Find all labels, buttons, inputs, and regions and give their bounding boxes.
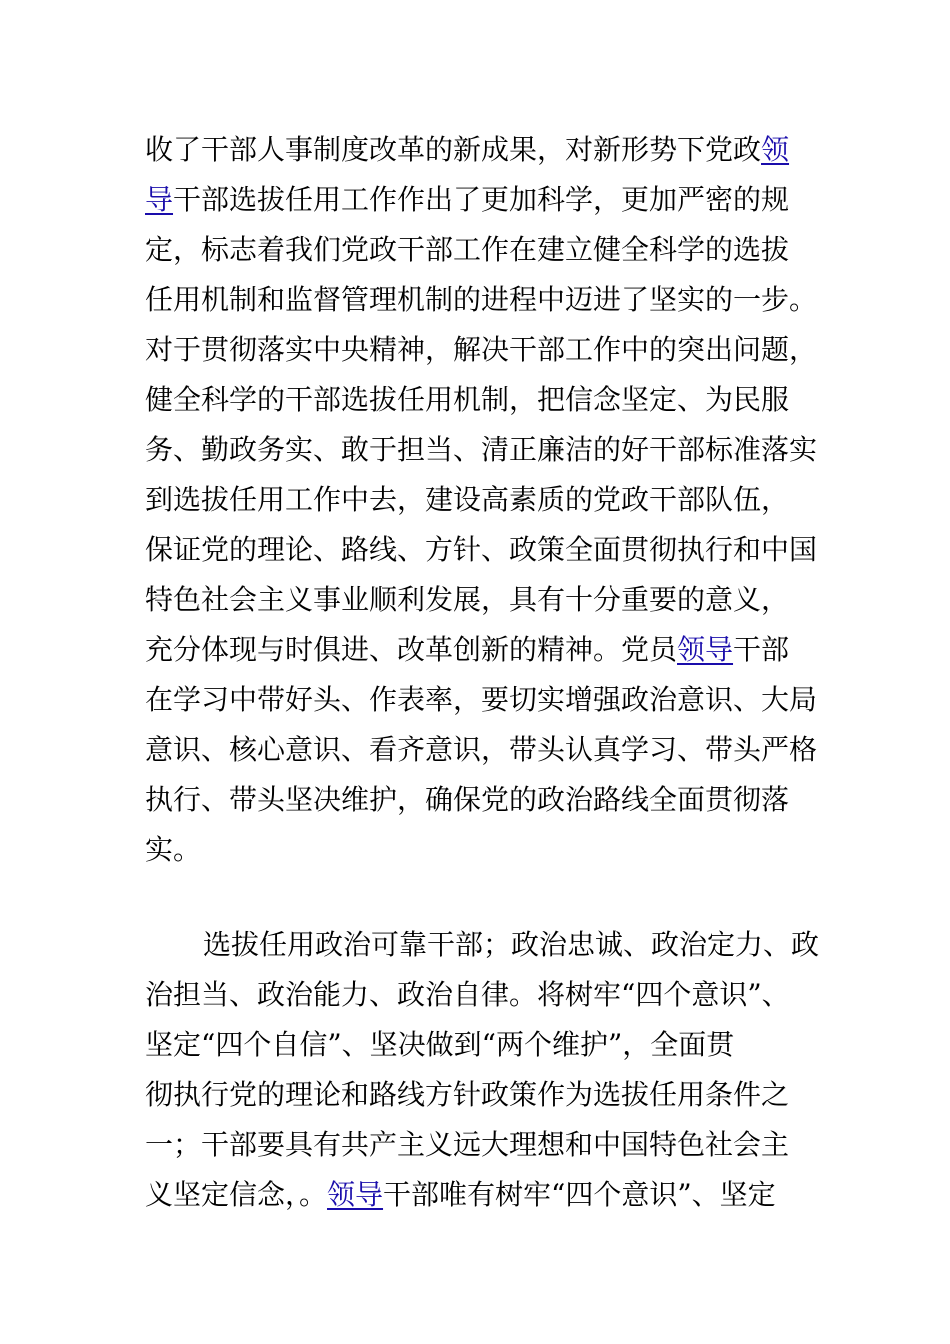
hyperlink[interactable]: 领导 — [327, 1178, 384, 1211]
body-paragraph-1 — [145, 125, 818, 875]
hyperlink[interactable]: 导 — [145, 183, 174, 216]
text-run: 定，标志着我们党政干部工作在建立健全科学的选拔 — [145, 233, 790, 266]
text-line — [145, 1020, 815, 1070]
text-run: 干部 — [733, 633, 790, 666]
text-line — [145, 575, 815, 625]
text-run: 任用机制和监督管理机制的进程中迈进了坚实的一步。 — [145, 283, 818, 316]
text-run: 彻执行党的理论和路线方针政策作为选拔任用条件之 — [145, 1078, 790, 1111]
text-run: 执行、带头坚决维护，确保党的政治路线全面贯彻落 — [145, 783, 790, 816]
text-run: 意识、核心意识、看齐意识，带头认真学习、带头严格 — [145, 733, 818, 766]
hyperlink[interactable]: 领 — [761, 133, 790, 166]
text-line — [145, 775, 815, 825]
text-line — [145, 825, 815, 875]
text-line — [145, 525, 818, 575]
text-line — [145, 475, 815, 525]
text-line — [145, 375, 815, 425]
text-run: 特色社会主义事业顺利发展，具有十分重要的意义， — [145, 583, 790, 616]
text-run: 实。 — [145, 833, 202, 866]
text-run: 坚定“四个自信”、坚决做到“两个维护”，全面贯 — [145, 1028, 735, 1061]
text-line — [145, 125, 815, 175]
text-line — [145, 425, 818, 475]
text-line — [145, 1120, 815, 1170]
text-line — [145, 970, 815, 1020]
text-run: 健全科学的干部选拔任用机制，把信念坚定、为民服 — [145, 383, 790, 416]
text-line — [145, 725, 818, 775]
text-line — [145, 920, 820, 970]
text-line — [145, 625, 815, 675]
text-run: 干部选拔任用工作作出了更加科学，更加严密的规 — [173, 183, 790, 216]
text-line — [145, 1070, 815, 1120]
text-run: 选拔任用政治可靠干部；政治忠诚、政治定力、政 — [203, 928, 820, 961]
text-run: 充分体现与时俱进、改革创新的精神。党员 — [145, 633, 678, 666]
text-run: 务、勤政务实、敢于担当、清正廉洁的好干部标准落实 — [145, 433, 818, 466]
text-line — [145, 275, 818, 325]
text-run: 到选拔任用工作中去，建设高素质的党政干部队伍， — [145, 483, 790, 516]
text-line — [145, 1170, 815, 1220]
text-line — [145, 325, 818, 375]
text-run: 义坚定信念，。 — [145, 1178, 328, 1211]
body-paragraph-2 — [145, 920, 820, 1220]
text-line — [145, 675, 818, 725]
text-run: 干部唯有树牢“四个意识”、坚定 — [383, 1178, 776, 1211]
text-line — [145, 225, 815, 275]
text-run: 一；干部要具有共产主义远大理想和中国特色社会主 — [145, 1128, 790, 1161]
text-run: 对于贯彻落实中央精神，解决干部工作中的突出问题， — [145, 333, 818, 366]
text-run: 收了干部人事制度改革的新成果，对新形势下党政 — [145, 133, 762, 166]
text-line — [145, 175, 815, 225]
text-run: 治担当、政治能力、政治自律。将树牢“四个意识”、 — [145, 978, 790, 1011]
text-run: 在学习中带好头、作表率，要切实增强政治意识、大局 — [145, 683, 818, 716]
text-run: 保证党的理论、路线、方针、政策全面贯彻执行和中国 — [145, 533, 818, 566]
hyperlink[interactable]: 领导 — [677, 633, 734, 666]
